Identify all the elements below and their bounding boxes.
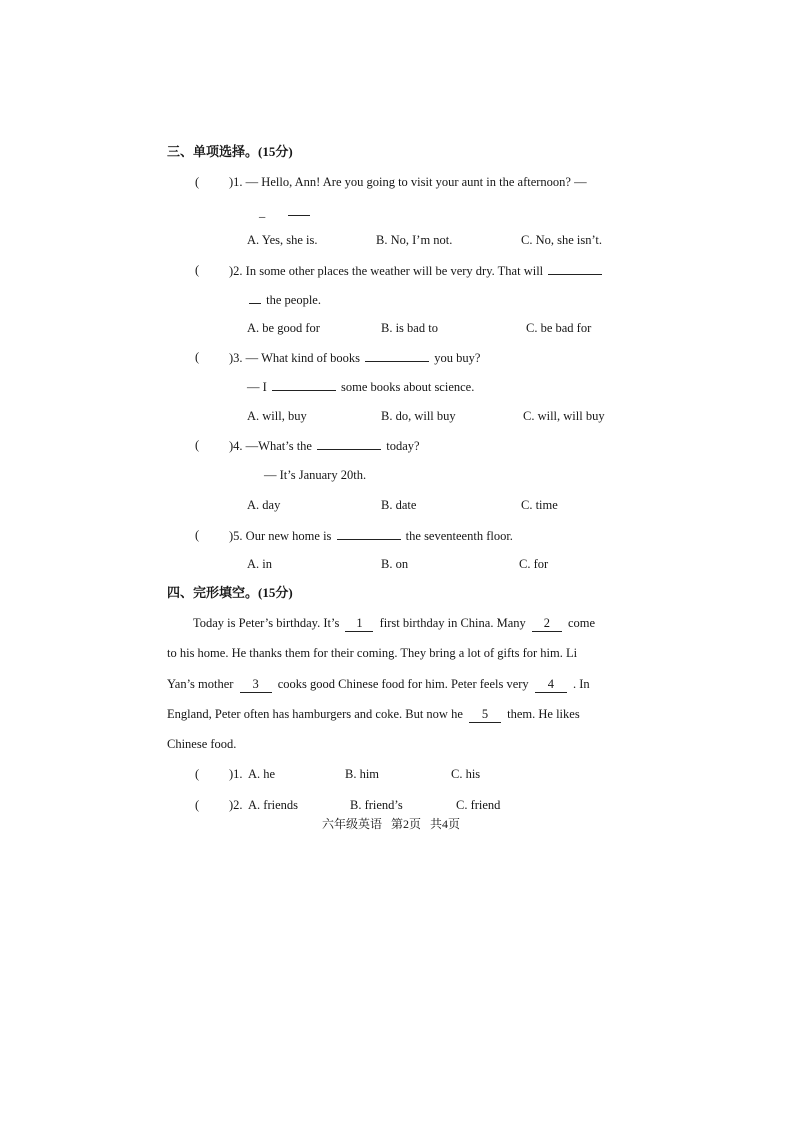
answer-blank[interactable] bbox=[548, 262, 602, 275]
answer-paren: ( bbox=[195, 798, 200, 812]
question-text: the people. bbox=[266, 293, 321, 307]
option-a: A. day bbox=[247, 498, 281, 512]
question-text: In some other places the weather will be very dry. That will bbox=[245, 264, 544, 278]
cloze-question-2-number: )2. bbox=[229, 798, 243, 812]
answer-paren: ( bbox=[195, 528, 200, 542]
cloze-blank-1[interactable]: 1 bbox=[345, 615, 373, 632]
passage-line-1 bbox=[193, 615, 595, 632]
option-c: C. for bbox=[519, 557, 549, 571]
answer-blank[interactable] bbox=[317, 437, 381, 450]
question-4 bbox=[229, 437, 420, 454]
option-c: C. will, will buy bbox=[523, 409, 605, 423]
passage-text: come bbox=[568, 616, 596, 630]
reply-text: some books about science. bbox=[341, 380, 475, 394]
passage-text: them. He likes bbox=[507, 707, 580, 721]
option-b: B. is bad to bbox=[381, 321, 438, 335]
passage-text: cooks good Chinese food for him. Peter feels very bbox=[277, 677, 529, 691]
cloze-blank-5[interactable]: 5 bbox=[469, 706, 501, 723]
answer-blank-line bbox=[259, 203, 312, 220]
option-c: C. be bad for bbox=[526, 321, 592, 335]
option-a: A. in bbox=[247, 557, 272, 571]
question-text: you buy? bbox=[434, 351, 481, 365]
passage-text: . In bbox=[572, 677, 590, 691]
question-1 bbox=[229, 174, 587, 190]
question-number: )2. bbox=[229, 264, 243, 278]
passage-line-2: to his home. He thanks them for their coming. They bring a lot of gifts for him. Li bbox=[167, 646, 578, 660]
answer-paren: ( bbox=[195, 350, 200, 364]
option-c: C. No, she isn’t. bbox=[521, 233, 603, 247]
option-b: B. him bbox=[345, 767, 380, 781]
option-b: B. do, will buy bbox=[381, 409, 456, 423]
answer-paren: ( bbox=[195, 175, 200, 189]
option-a: A. he bbox=[248, 767, 276, 781]
question-text: — Hello, Ann! Are you going to visit your aunt in the afternoon? — bbox=[245, 175, 587, 189]
option-b: B. on bbox=[381, 557, 409, 571]
answer-paren: ( bbox=[195, 767, 200, 781]
answer-blank[interactable] bbox=[272, 378, 336, 391]
question-5 bbox=[229, 527, 513, 544]
question-number: )5. bbox=[229, 529, 243, 543]
option-c: C. his bbox=[451, 767, 481, 781]
passage-text: Today is Peter’s birthday. It’s bbox=[193, 616, 340, 630]
option-a: A. Yes, she is. bbox=[247, 233, 318, 247]
passage-text: first birthday in China. Many bbox=[379, 616, 526, 630]
cloze-blank-2[interactable]: 2 bbox=[532, 615, 562, 632]
question-text: today? bbox=[386, 439, 420, 453]
option-c: C. friend bbox=[456, 798, 501, 812]
option-a: A. be good for bbox=[247, 321, 320, 335]
cloze-question-1-number: )1. bbox=[229, 767, 243, 781]
question-text: Our new home is bbox=[245, 529, 332, 543]
question-text: the seventeenth floor. bbox=[405, 529, 513, 543]
passage-line-5: Chinese food. bbox=[167, 737, 237, 751]
cloze-blank-4[interactable]: 4 bbox=[535, 676, 567, 693]
passage-text: Yan’s mother bbox=[167, 677, 234, 691]
answer-blank[interactable] bbox=[365, 349, 429, 362]
short-dash: _ bbox=[259, 205, 266, 219]
option-b: B. No, I’m not. bbox=[376, 233, 453, 247]
option-c: C. time bbox=[521, 498, 558, 512]
question-4-reply: — It’s January 20th. bbox=[264, 468, 367, 482]
question-number: )4. bbox=[229, 439, 243, 453]
option-a: A. will, buy bbox=[247, 409, 307, 423]
question-text: —What’s the bbox=[245, 439, 312, 453]
cloze-blank-3[interactable]: 3 bbox=[240, 676, 272, 693]
passage-text: England, Peter often has hamburgers and coke. But now he bbox=[167, 707, 463, 721]
answer-blank[interactable] bbox=[249, 291, 261, 304]
question-number: )3. bbox=[229, 351, 243, 365]
passage-line-3 bbox=[167, 676, 590, 693]
question-2-continuation bbox=[247, 291, 321, 308]
question-number: )1. bbox=[229, 175, 243, 189]
question-3 bbox=[229, 349, 480, 366]
question-text: — What kind of books bbox=[245, 351, 361, 365]
answer-blank[interactable] bbox=[288, 203, 310, 216]
section-3-heading: 三、单项选择。(15分) bbox=[167, 144, 293, 159]
option-b: B. friend’s bbox=[350, 798, 403, 812]
passage-line-4 bbox=[167, 706, 580, 723]
reply-text: — I bbox=[247, 380, 267, 394]
option-a: A. friends bbox=[248, 798, 298, 812]
option-b: B. date bbox=[381, 498, 417, 512]
page-footer: 六年级英语 第2页 共4页 bbox=[322, 817, 461, 831]
answer-paren: ( bbox=[195, 438, 200, 452]
answer-blank[interactable] bbox=[337, 527, 401, 540]
question-2 bbox=[229, 262, 604, 279]
section-4-heading: 四、完形填空。(15分) bbox=[167, 585, 293, 600]
question-3-reply bbox=[247, 378, 474, 395]
answer-paren: ( bbox=[195, 263, 200, 277]
